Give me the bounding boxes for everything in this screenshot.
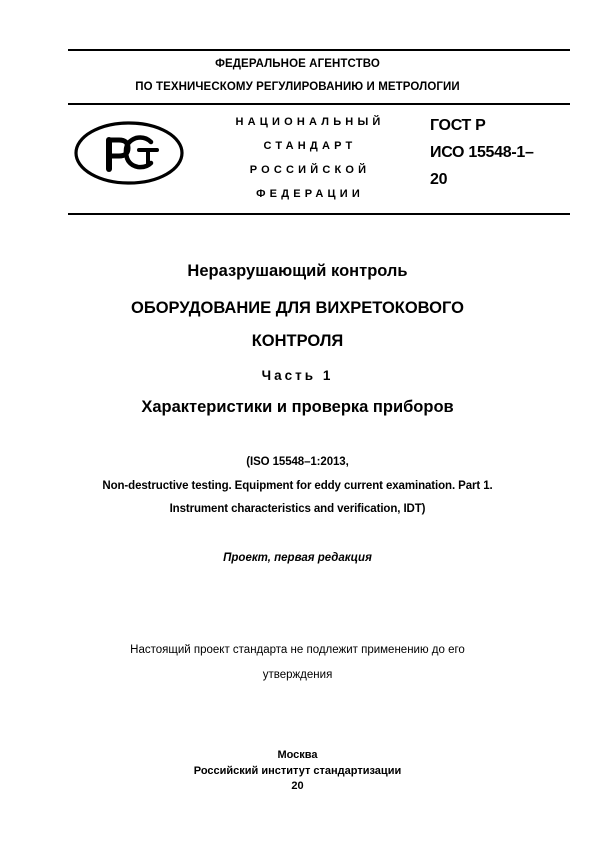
designation-line-1: ГОСТ Р [430, 117, 486, 134]
title-line-1: Неразрушающий контроль [187, 262, 408, 280]
designation-line-2: ИСО 15548-1– [430, 144, 534, 161]
notice-line-2: утверждения [262, 669, 333, 681]
international-ref-line-2: Non-destructive testing. Equipment for eddy current examination. Part 1. [102, 480, 493, 492]
footer-publisher: Российский институт стандартизации [193, 765, 402, 777]
agency-line-1: ФЕДЕРАЛЬНОЕ АГЕНТСТВО [215, 58, 380, 70]
standard-type-line-4: ФЕДЕРАЦИИ [256, 188, 364, 200]
notice-line-1: Настоящий проект стандарта не подлежит применению до его [130, 644, 465, 656]
agency-rule [68, 103, 570, 105]
standard-type-line-1: НАЦИОНАЛЬНЫЙ [235, 116, 385, 128]
subtitle: Характеристики и проверка приборов [141, 398, 454, 416]
rst-certification-icon [73, 120, 185, 186]
title-line-2: ОБОРУДОВАНИЕ ДЛЯ ВИХРЕТОКОВОГО [131, 299, 464, 317]
top-rule [68, 49, 570, 51]
international-ref-line-3: Instrument characteristics and verification, IDT) [169, 503, 426, 515]
designation-line-3: 20 [430, 171, 448, 188]
rst-logo [73, 120, 185, 186]
header-bottom-rule [68, 213, 570, 215]
footer-year: 20 [291, 780, 304, 792]
agency-line-2: ПО ТЕХНИЧЕСКОМУ РЕГУЛИРОВАНИЮ И МЕТРОЛОГИИ [135, 81, 460, 93]
standard-type-line-2: СТАНДАРТ [263, 140, 357, 152]
standard-type-line-3: РОССИЙСКОЙ [249, 164, 371, 176]
international-ref-line-1: (ISO 15548–1:2013, [246, 456, 349, 468]
part-number: Часть 1 [261, 368, 334, 383]
draft-status: Проект, первая редакция [223, 552, 372, 564]
designation [430, 112, 570, 193]
title-line-3: КОНТРОЛЯ [251, 332, 344, 350]
footer-city: Москва [277, 749, 318, 761]
